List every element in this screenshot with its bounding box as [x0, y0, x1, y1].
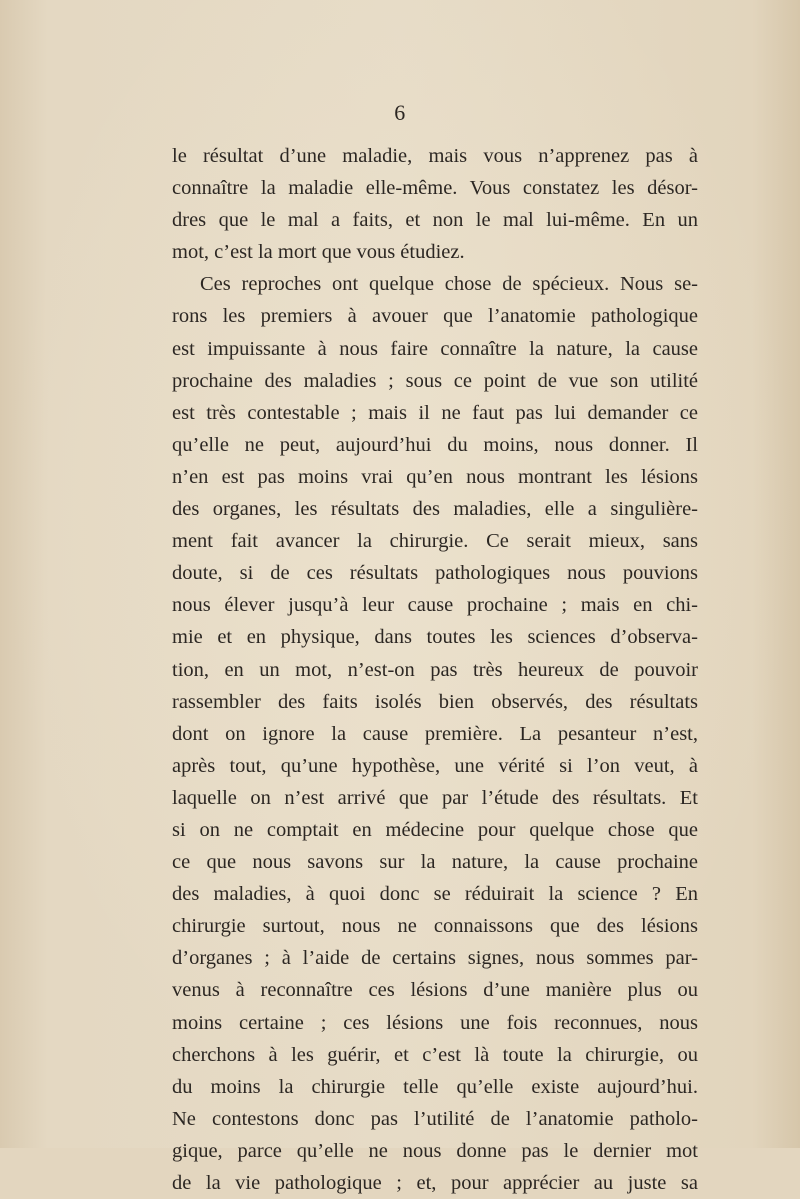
text-line: dres que le mal a faits, et non le mal lui-même. En un — [172, 209, 698, 232]
text-line: venus à reconnaître ces lésions d’une manière plus ou — [172, 979, 698, 1002]
text-line: qu’elle ne peut, aujourd’hui du moins, nous donner. Il — [172, 433, 698, 456]
text-line: rons les premiers à avouer que l’anatomie pathologique — [172, 305, 698, 328]
body-text — [172, 140, 698, 1199]
text-line: de la vie pathologique ; et, pour apprécier au juste sa — [172, 1172, 698, 1194]
text-line: doute, si de ces résultats pathologiques nous pouvions — [172, 562, 698, 585]
text-line: d’organes ; à l’aide de certains signes, nous sommes par- — [172, 947, 698, 970]
text-line: cherchons à les guérir, et c’est là toute la chirurgie, ou — [172, 1043, 698, 1066]
text-line: mie et en physique, dans toutes les sciences d’observa- — [172, 626, 698, 649]
text-line: est impuissante à nous faire connaître la nature, la cause — [172, 337, 698, 360]
text-line: n’en est pas moins vrai qu’en nous montrant les lésions — [172, 465, 698, 488]
text-line: tion, en un mot, n’est-on pas très heureux de pouvoir — [172, 658, 698, 681]
text-line: rassembler des faits isolés bien observés, des résultats — [172, 690, 698, 713]
text-line: laquelle on n’est arrivé que par l’étude des résultats. Et — [172, 786, 698, 809]
text-line: des organes, les résultats des maladies, elle a singulière- — [172, 498, 698, 521]
text-line: est très contestable ; mais il ne faut pas lui demander ce — [172, 401, 698, 424]
text-line: le résultat d’une maladie, mais vous n’apprenez pas à — [172, 145, 698, 167]
text-line: dont on ignore la cause première. La pesanteur n’est, — [172, 722, 698, 745]
page-number: 6 — [394, 100, 406, 125]
text-line: nous élever jusqu’à leur cause prochaine ; mais en chi- — [172, 594, 698, 617]
text-line: connaître la maladie elle-même. Vous constatez les désor- — [172, 177, 698, 200]
text-line: Ces reproches ont quelque chose de spécieux. Nous se- — [200, 273, 698, 296]
text-line: ce que nous savons sur la nature, la cause prochaine — [172, 851, 698, 874]
text-line: des maladies, à quoi donc se réduirait la science ? En — [172, 883, 698, 906]
text-line: chirurgie surtout, nous ne connaissons que des lésions — [172, 915, 698, 938]
text-line: si on ne comptait en médecine pour quelque chose que — [172, 818, 698, 841]
text-line: mot, c’est la mort que vous étudiez. — [172, 241, 465, 264]
text-line: ment fait avancer la chirurgie. Ce serait mieux, sans — [172, 530, 698, 553]
text-line: moins certaine ; ces lésions une fois reconnues, nous — [172, 1011, 698, 1034]
text-line: Ne contestons donc pas l’utilité de l’anatomie patholo- — [172, 1107, 698, 1130]
text-line: gique, parce qu’elle ne nous donne pas le dernier mot — [172, 1139, 698, 1162]
text-line: du moins la chirurgie telle qu’elle existe aujourd’hui. — [172, 1075, 698, 1098]
text-line: après tout, qu’une hypothèse, une vérité si l’on veut, à — [172, 754, 698, 777]
text-line: prochaine des maladies ; sous ce point de vue son utilité — [172, 369, 698, 392]
